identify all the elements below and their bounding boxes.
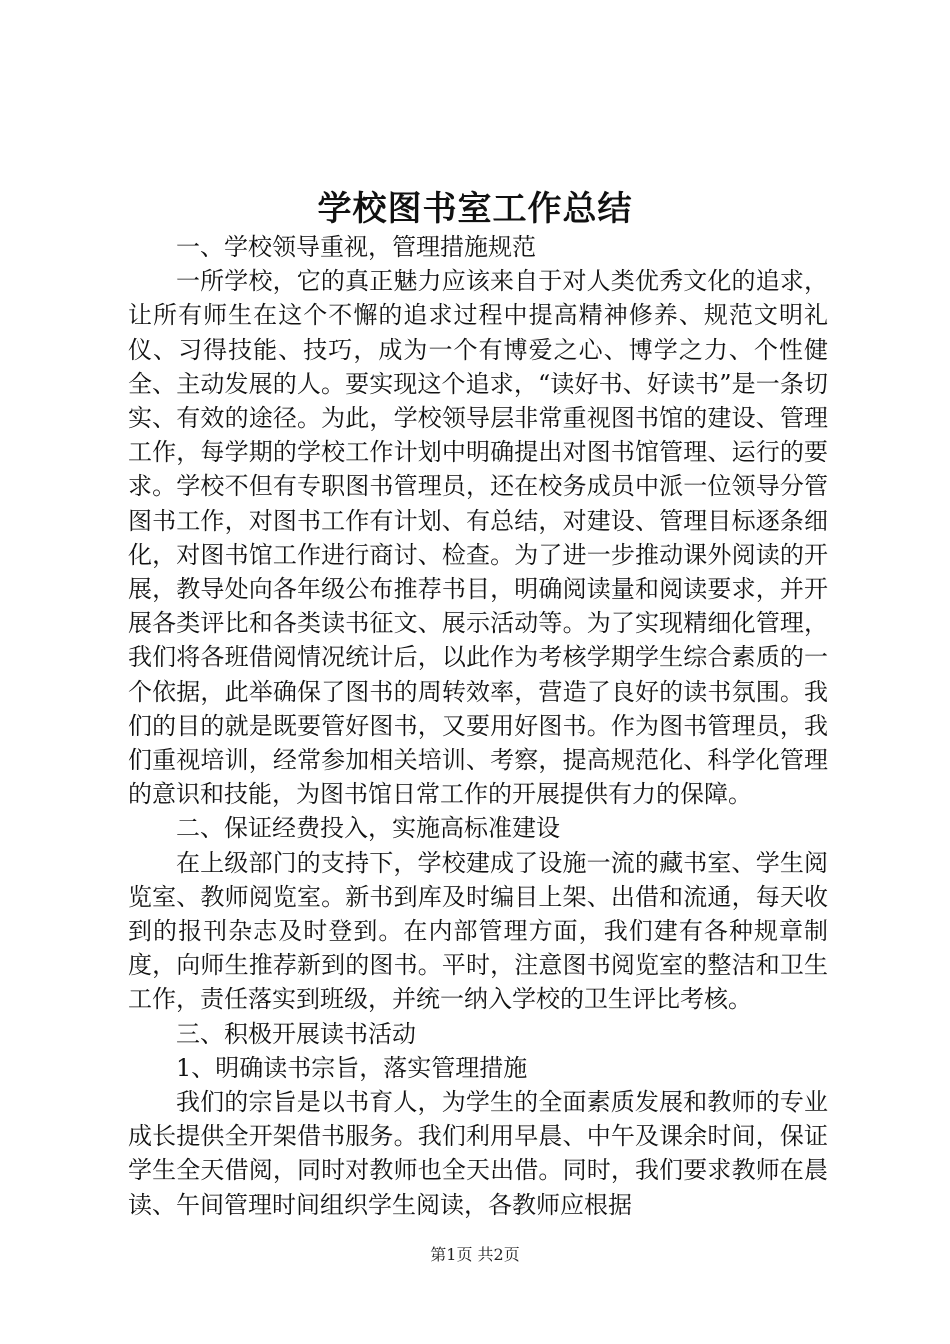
page-number-footer: 第1页 共2页 — [430, 1245, 520, 1264]
section-heading-1: 一、学校领导重视，管理措施规范 — [176, 233, 536, 261]
body-paragraph-2: 在上级部门的支持下，学校建成了设施一流的藏书室、学生阅览室、教师阅览室。新书到库及时编目上架、出借和流通，每天收到的报刊杂志及时登到。在内部管理方面，我们建有各种规章制度，向师生推荐新到的图书。平时，注意图书阅览室的整洁和卫生工作，责任落实到班级，并统一纳入学校的卫生评比考核。 — [128, 848, 828, 1014]
section-heading-2: 二、保证经费投入，实施高标准建设 — [176, 814, 560, 843]
body-paragraph-3: 我们的宗旨是以书育人，为学生的全面素质发展和教师的专业成长提供全开架借书服务。我们利用早晨、中午及课余时间，保证学生全天借阅，同时对教师也全天出借。同时，我们要求教师在晨读、午间管理时间组织学生阅读，各教师应根据 — [128, 1088, 828, 1219]
section-heading-3: 三、积极开展读书活动 — [176, 1019, 416, 1048]
document-title: 学校图书室工作总结 — [317, 189, 633, 229]
body-paragraph-1: 一所学校，它的真正魅力应该来自于对人类优秀文化的追求，让所有师生在这个不懈的追求过程中提高精神修养、规范文明礼仪、习得技能、技巧，成为一个有博爱之心、博学之力、个性健全、主动发展的人。要实现这个追求，“读好书、好读书”是一条切实、有效的途径。为此，学校领导层非常重视图书馆的建设、管理工作，每学期的学校工作计划中明确提出对图书馆管理、运行的要求。学校不但有专职图书管理员，还在校务成员中派一位领导分管图书工作，对图书工作有计划、有总结，对建设、管理目标逐条细化，对图书馆工作进行商讨、检查。为了进一步推动课外阅读的开展，教导处向各年级公布推荐书目，明确阅读量和阅读要求，并开展各类评比和各类读书征文、展示活动等。为了实现精细化管理，我们将各班借阅情况统计后，以此作为考核学期学生综合素质的一个依据，此举确保了图书的周转效率，营造了良好的读书氛围。我们的目的就是既要管好图书，又要用好图书。作为图书管理员，我们重视培训，经常参加相关培训、考察，提高规范化、科学化管理的意识和技能，为图书馆日常工作的开展提供有力的保障。 — [128, 267, 828, 809]
document-body — [128, 230, 828, 1222]
subsection-heading-1: 1、明确读书宗旨，落实管理措施 — [176, 1053, 528, 1082]
